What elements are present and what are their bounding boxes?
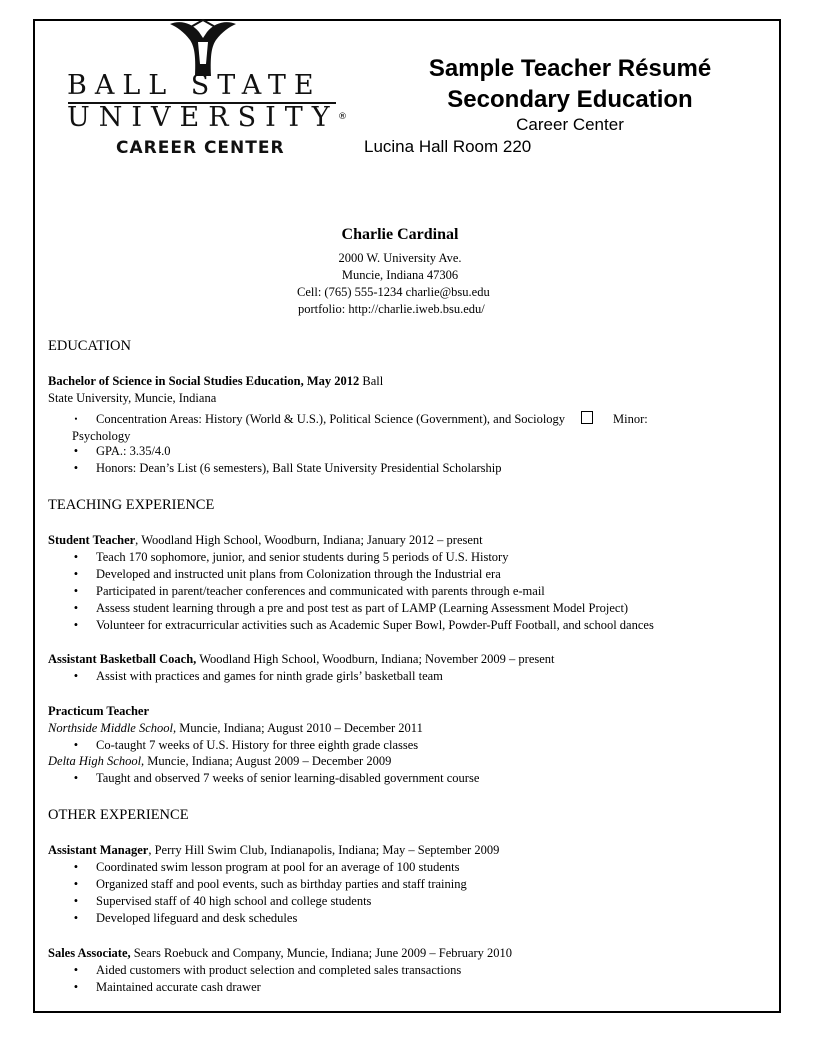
job-details: Woodland High School, Woodburn, Indiana; November 2009 – present — [196, 652, 555, 666]
list-item: Assist with practices and games for ninth grade girls’ basketball team — [96, 669, 443, 683]
list-item: Supervised staff of 40 high school and college students — [96, 894, 372, 908]
degree-title: Bachelor of Science in Social Studies Education, May 2012 — [48, 374, 360, 388]
list-item: Assess student learning through a pre and post test as part of LAMP (Learning Assessment Model Project) — [96, 601, 629, 615]
list-item: Organized staff and pool events, such as birthday parties and staff training — [96, 877, 467, 891]
school-name: Northside Middle School, — [48, 721, 177, 735]
degree-tail: Ball — [359, 374, 384, 388]
bullet: • — [73, 860, 79, 874]
list-item: Aided customers with product selection and completed sales transactions — [96, 963, 462, 977]
job-role: Assistant Manager — [48, 843, 149, 857]
contact-portfolio: portfolio: http://charlie.iweb.bsu.edu/ — [298, 302, 485, 316]
section-heading-education: EDUCATION — [48, 338, 131, 354]
logo-career-center: CAREER CENTER — [116, 138, 285, 158]
concentration-line — [96, 411, 648, 428]
office-name: Career Center — [516, 115, 624, 134]
document-title — [380, 53, 760, 135]
list-item: Participated in parent/teacher conferences and communicated with parents through e-mail — [96, 584, 545, 598]
logo-ball-state: BALL STATE — [67, 70, 322, 101]
bullet: • — [73, 669, 79, 683]
bullet: • — [73, 911, 79, 925]
cardinal-statue-icon — [167, 18, 239, 76]
school-details: Muncie, Indiana; August 2010 – December 2011 — [176, 721, 423, 735]
bullet: • — [74, 414, 78, 424]
job-practicum-teacher: Practicum Teacher — [48, 704, 150, 718]
school-name: Delta High School, — [48, 754, 145, 768]
list-item: Maintained accurate cash drawer — [96, 980, 261, 994]
contact-street: 2000 W. University Ave. — [338, 251, 462, 265]
office-room: Lucina Hall Room 220 — [364, 137, 532, 156]
bullet: • — [73, 894, 79, 908]
minor-label: Minor: — [613, 412, 648, 426]
list-item: Developed and instructed unit plans from Colonization through the Industrial era — [96, 567, 501, 581]
missing-glyph-icon — [581, 411, 593, 424]
bullet: • — [73, 444, 79, 458]
candidate-name: Charlie Cardinal — [341, 226, 459, 243]
bullet: • — [73, 550, 79, 564]
bullet: • — [73, 584, 79, 598]
bullet: • — [73, 877, 79, 891]
section-heading-other: OTHER EXPERIENCE — [48, 807, 189, 823]
contact-city: Muncie, Indiana 47306 — [341, 268, 459, 282]
registered-mark: ® — [338, 112, 347, 122]
practicum-school-2 — [48, 753, 391, 770]
concentration-text: Concentration Areas: History (World & U.S.), Political Science (Government), and Sociology — [96, 412, 566, 426]
job-details: Sears Roebuck and Company, Muncie, Indiana; June 2009 – February 2010 — [130, 946, 513, 960]
section-heading-teaching: TEACHING EXPERIENCE — [48, 497, 215, 513]
bullet: • — [73, 618, 79, 632]
minor-value: Psychology — [72, 429, 131, 443]
job-basketball-coach — [48, 651, 555, 668]
contact-phone-email: Cell: (765) 555-1234 charlie@bsu.edu — [297, 285, 490, 299]
bullet: • — [73, 567, 79, 581]
list-item: Co-taught 7 weeks of U.S. History for three eighth grade classes — [96, 738, 419, 752]
bullet: • — [73, 738, 79, 752]
ball-state-logo — [64, 18, 354, 158]
job-details: , Woodland High School, Woodburn, Indiana; January 2012 – present — [135, 533, 483, 547]
job-role: Sales Associate, — [48, 946, 131, 960]
job-details: , Perry Hill Swim Club, Indianapolis, Indiana; May – September 2009 — [148, 843, 500, 857]
list-item: Teach 170 sophomore, junior, and senior students during 5 periods of U.S. History — [96, 550, 509, 564]
bullet: • — [73, 461, 79, 475]
bullet: • — [73, 980, 79, 994]
list-item: Developed lifeguard and desk schedules — [96, 911, 298, 925]
job-role: Student Teacher — [48, 533, 136, 547]
list-item: Volunteer for extracurricular activities such as Academic Super Bowl, Powder-Puff Football, and school dances — [96, 618, 654, 632]
job-assistant-manager — [48, 842, 499, 859]
list-item: Coordinated swim lesson program at pool for an average of 100 students — [96, 860, 460, 874]
bullet: • — [73, 601, 79, 615]
title-line-2: Secondary Education — [447, 86, 693, 113]
job-sales-associate — [48, 945, 512, 962]
practicum-school-1 — [48, 720, 423, 737]
degree-line — [48, 373, 383, 390]
school-details: Muncie, Indiana; August 2009 – December 2009 — [144, 754, 392, 768]
honors-line: Honors: Dean’s List (6 semesters), Ball State University Presidential Scholarship — [96, 461, 502, 475]
gpa-line: GPA.: 3.35/4.0 — [96, 444, 171, 458]
school-line: State University, Muncie, Indiana — [48, 391, 217, 405]
bullet: • — [73, 771, 79, 785]
title-line-1: Sample Teacher Résumé — [428, 55, 712, 82]
logo-university: UNIVERSITY — [67, 102, 339, 133]
job-student-teacher — [48, 532, 483, 549]
bullet: • — [73, 963, 79, 977]
list-item: Taught and observed 7 weeks of senior learning-disabled government course — [96, 771, 480, 785]
job-role: Assistant Basketball Coach, — [48, 652, 197, 666]
